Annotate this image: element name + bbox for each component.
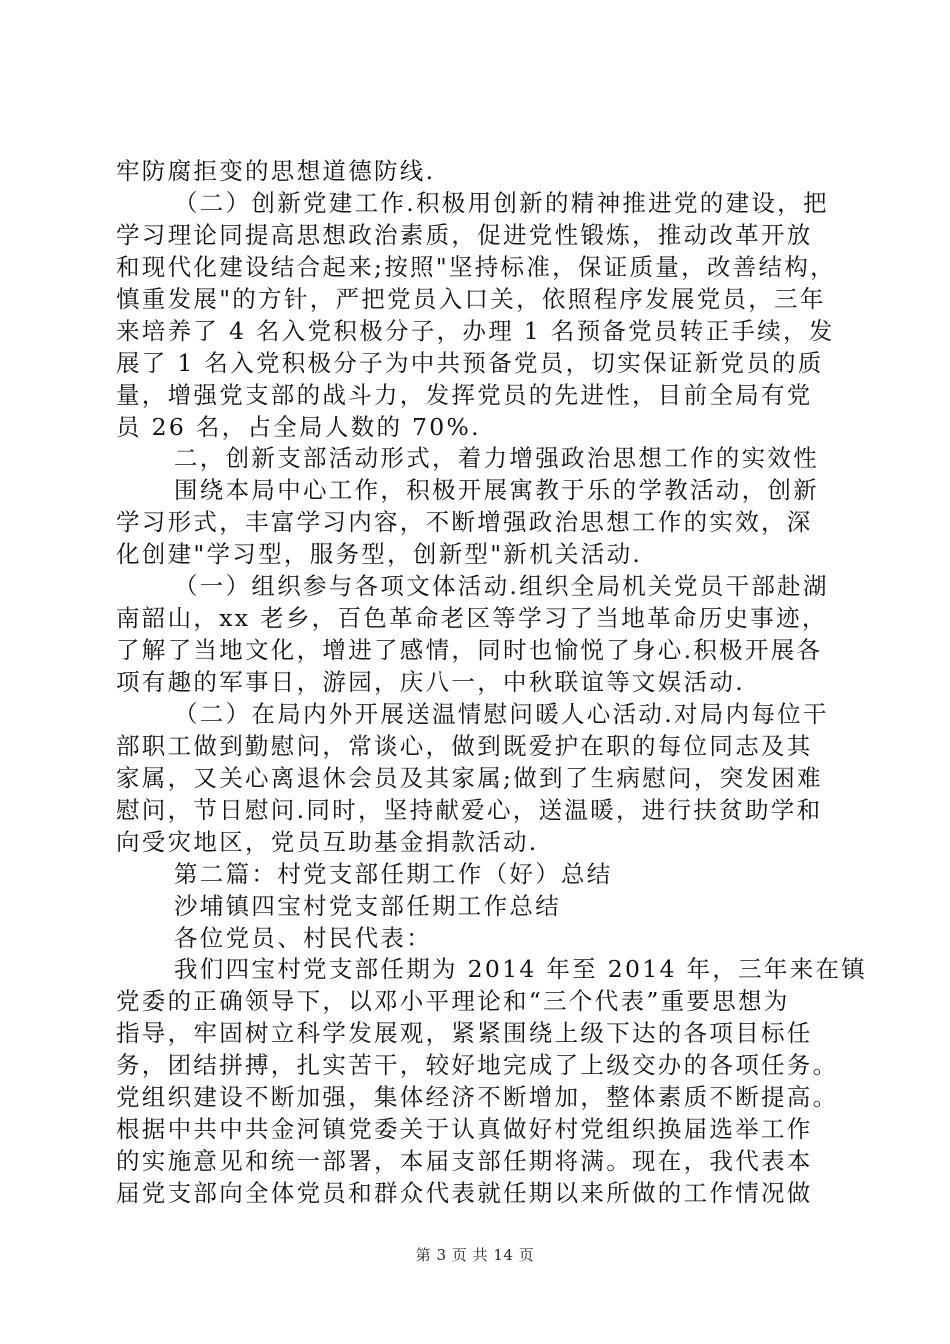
text-line: 务，团结拼搏，扎实苦干，较好地完成了上级交办的各项任务。 — [116, 1051, 839, 1080]
chapter-title: 第二篇：村党支部任期工作（好）总结 — [174, 859, 613, 888]
text-line: 党委的正确领导下，以邓小平理论和“三个代表”重要思想为 — [116, 987, 790, 1016]
text-line: 党组织建设不断加强，集体经济不断增加，整体素质不断提高。 — [116, 1083, 839, 1112]
text-line: 来培养了 4 名入党积极分子，办理 1 名预备党员转正手续，发 — [116, 316, 835, 345]
text-line: 的实施意见和统一部署，本届支部任期将满。现在，我代表本 — [116, 1147, 813, 1176]
page-number-footer: 第 3 页 共 14 页 — [415, 1246, 535, 1264]
text-line: 根据中共中共金河镇党委关于认真做好村党组织换届选举工作 — [116, 1115, 813, 1144]
text-line: 围绕本局中心工作，积极开展寓教于乐的学教活动，创新 — [174, 476, 819, 505]
text-line: 量，增强党支部的战斗力，发挥党员的先进性，目前全局有党 — [116, 380, 813, 409]
text-line: 化创建"学习型，服务型，创新型"新机关活动. — [116, 540, 643, 569]
salutation: 各位党员、村民代表： — [174, 923, 432, 952]
text-line: 向受灾地区，党员互助基金捐款活动. — [116, 827, 539, 856]
text-line: 了解了当地文化，增进了感情，同时也愉悦了身心.积极开展各 — [116, 636, 823, 665]
text-line: 我们四宝村党支部任期为 2014 年至 2014 年，三年来在镇 — [174, 955, 868, 984]
text-line: 慰问，节日慰问.同时，坚持献爱心，送温暖，进行扶贫助学和 — [116, 795, 823, 824]
text-line: 南韶山，xx 老乡，百色革命老区等学习了当地革命历史事迹， — [116, 604, 828, 633]
text-line: 部职工做到勤慰问，常谈心，做到既爱护在职的每位同志及其 — [116, 731, 813, 760]
text-line: （二）在局内外开展送温情慰问暖人心活动.对局内每位干 — [174, 699, 829, 728]
text-line: 员 26 名，占全局人数的 70%. — [116, 412, 481, 441]
document-title: 沙埔镇四宝村党支部任期工作总结 — [174, 891, 561, 920]
text-line: （二）创新党建工作.积极用创新的精神推进党的建设，把 — [174, 188, 829, 217]
text-line: （一）组织参与各项文体活动.组织全局机关党员干部赴湖 — [174, 572, 829, 601]
text-line: 展了 1 名入党积极分子为中共预备党员，切实保证新党员的质 — [116, 348, 824, 377]
text-line: 学习理论同提高思想政治素质，促进党性锻炼，推动改革开放 — [116, 220, 813, 249]
text-line: 指导，牢固树立科学发展观，紧紧围绕上级下达的各项目标任 — [116, 1019, 813, 1048]
text-line: 学习形式，丰富学习内容，不断增强政治思想工作的实效，深 — [116, 508, 813, 537]
text-line: 牢防腐拒变的思想道德防线. — [116, 157, 436, 185]
section-heading: 二，创新支部活动形式，着力增强政治思想工作的实效性 — [174, 444, 819, 473]
text-line: 项有趣的军事日，游园，庆八一，中秋联谊等文娱活动. — [116, 668, 745, 696]
text-line: 届党支部向全体党员和群众代表就任期以来所做的工作情况做 — [116, 1179, 813, 1207]
text-line: 和现代化建设结合起来;按照"坚持标准，保证质量，改善结构， — [116, 252, 836, 281]
text-line: 家属，又关心离退休会员及其家属;做到了生病慰问，突发困难 — [116, 763, 823, 792]
text-line: 慎重发展"的方针，严把党员入口关，依照程序发展党员，三年 — [116, 284, 826, 313]
